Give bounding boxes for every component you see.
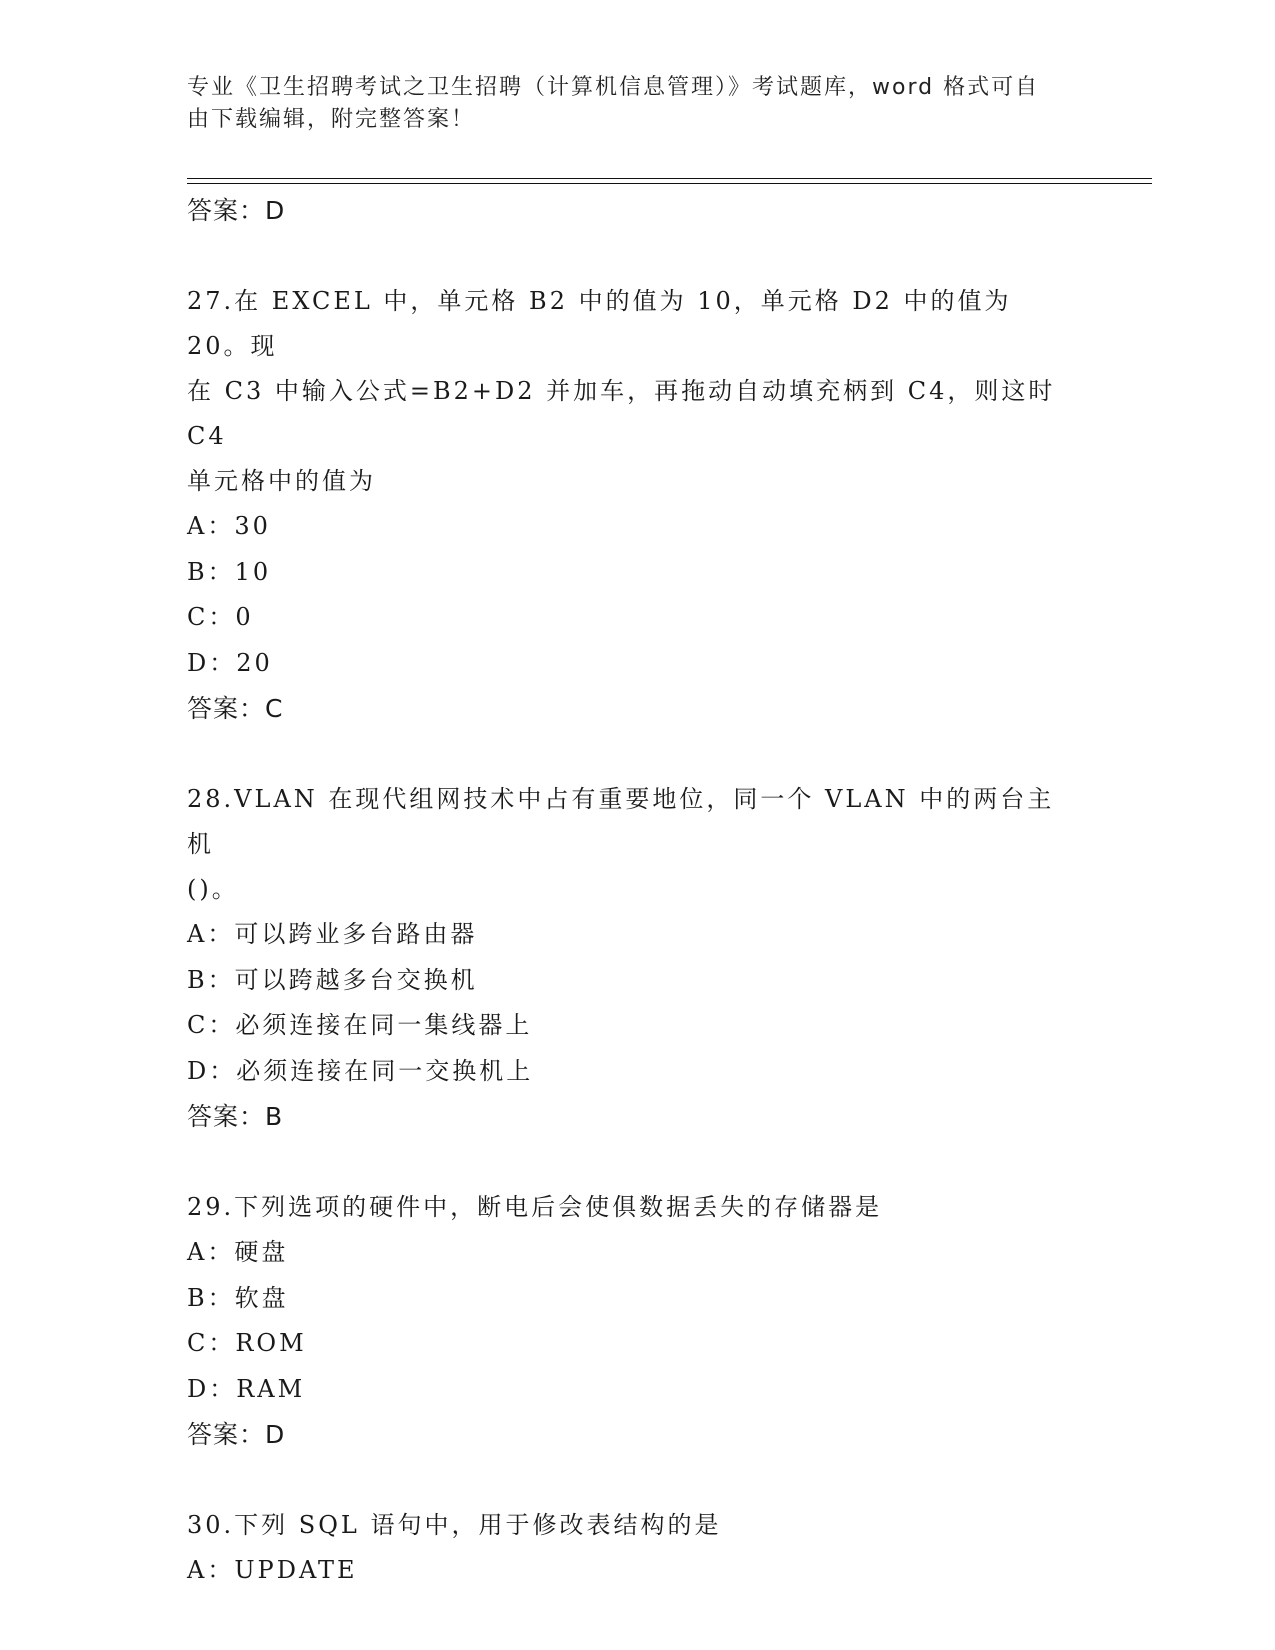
answer-line: 答案：C [187,694,284,723]
question-29 [187,1185,1067,1457]
question-30 [187,1503,1067,1594]
option-d: D：必须连接在同一交换机上 [187,1056,534,1085]
question-text-line: 在 C3 中输入公式=B2+D2 并加车，再拖动自动填充柄到 C4，则这时 C4 [187,377,1056,450]
question-text-line: 30.下列 SQL 语句中，用于修改表结构的是 [187,1511,722,1539]
question-text-line: ()。 [187,875,239,903]
option-c: C：ROM [187,1329,307,1357]
option-d: D：RAM [187,1374,306,1403]
question-text-line: 27.在 EXCEL 中，单元格 B2 中的值为 10，单元格 D2 中的值为 20。现 [187,287,1012,360]
option-b: B：软盘 [187,1283,289,1312]
option-b: B：可以跨越多台交换机 [187,965,478,994]
header-line-1: 专业《卫生招聘考试之卫生招聘（计算机信息管理）》考试题库，word 格式可自 [187,75,1040,100]
option-b: B：10 [187,557,272,586]
option-c: C：必须连接在同一集线器上 [187,1011,533,1039]
option-d: D：20 [187,648,273,677]
question-text-line: 单元格中的值为 [187,467,376,495]
header-divider-bottom [187,183,1152,184]
question-text-line: 28.VLAN 在现代组网技术中占有重要地位，同一个 VLAN 中的两台主机 [187,785,1055,858]
question-27 [187,279,1067,731]
document-header [187,72,1067,136]
option-a: A：UPDATE [187,1556,358,1584]
question-list [187,188,1067,1594]
question-28 [187,777,1067,1139]
answer-line: 答案：B [187,1102,284,1131]
option-a: A：30 [187,512,271,540]
answer-line: 答案：D [187,196,286,225]
option-a: A：硬盘 [187,1238,289,1266]
question-text-line: 29.下列选项的硬件中，断电后会使俱数据丢失的存储器是 [187,1193,883,1221]
option-a: A：可以跨业多台路由器 [187,920,478,948]
answer-line: 答案：D [187,1420,286,1449]
option-c: C：0 [187,603,254,631]
header-divider-top [187,178,1152,179]
header-line-2: 由下载编辑，附完整答案！ [187,107,476,132]
